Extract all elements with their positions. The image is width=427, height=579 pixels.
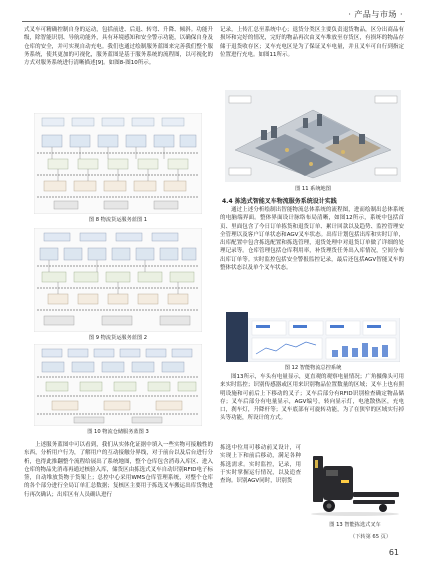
figure-13 xyxy=(305,446,405,518)
figure-9-caption: 图 9 物流货运服务蓝图 2 xyxy=(88,335,148,341)
figure-8 xyxy=(34,113,202,214)
figure-12 xyxy=(226,312,400,362)
right-text-4: 拣选中位用可移动前叉设计，可实现上下和前后移动，满足各种拣选需求。实时监控，记录，用于实时掌握运行情况，以及追查查询。识别AGV同时，识别货 xyxy=(220,445,301,485)
right-paragraph-2 xyxy=(220,206,404,314)
header-rule xyxy=(22,21,405,22)
left-text-2: 上述服务蓝图中可以看到，我们从实体化证据中填入一些实物可接触性的东西，分析用户行为，了解用户的互动接触分界线，对于前台以及后台进行分析，也得此推翻整个流程给展出了系统地图，整个仓库包含消毒入库区、进入仓库的物品先消毒再通过核验入库，储货区由拣选式叉车自动识别RFID电子标签，自动堆放货物于货架上；总控中心采用WMS仓库管理系统，对整个仓库的各个部分进行全局订单汇总数据；复核区主要用于拣选叉车搬运出库货物进行再次确认；出库区有人员确认进行 xyxy=(24,442,213,498)
service-blueprint-3-image xyxy=(34,344,202,426)
right-text-2: 通过上述分析绘制出智能物流总体系统的流程图，进而绘制出总体系统的电脑端界面。整体界面设计脉络布局清晰，如图12所示，系统中包括首页、里面包含了今日订单拣货和退货订单、累计回款以及趋势、监控管理安全管理以及客户订单状态和AGV叉车状态。出库计划包括出库和实时订单，出库配置中包含拣选配置和拣选管理，退货处理中对退货订单做了详细的处理记录等。仓库管理包括仓库利用率，补货理货任务出入库情况，空间分布出库订单等。实时监控包括安全警报监控记录，最后还包括AGV智能叉车的整体状态以及单个叉车状态。 xyxy=(220,207,404,272)
figure-10 xyxy=(34,344,202,426)
figure-12-caption: 图 12 智能物流总控系统 xyxy=(284,365,342,371)
control-system-screenshot xyxy=(226,312,400,362)
figure-11-caption: 图 11 系统地图 xyxy=(295,186,331,192)
right-paragraph-1 xyxy=(220,26,404,86)
figure-10-caption: 图 10 物流仓储服务蓝图 3 xyxy=(87,429,149,435)
figure-11 xyxy=(225,90,401,182)
service-blueprint-2-image xyxy=(34,228,202,332)
figure-8-caption: 图 8 物流货运服务蓝图 1 xyxy=(88,217,148,223)
right-paragraph-3 xyxy=(220,373,404,443)
section-heading: 4.4 拣选式智能叉车物流服务系统设计实践 xyxy=(222,198,337,205)
right-text-1: 记录，上传汇总至系统中心；退货分类区主要负责退货物品，区分出商品有损坏和完好的情况，完好的物品再次由叉车堆放至存货区，有损坏的物品存储于退货收存区；叉车充电区是为了保证叉车电量，并且叉车可自行到指定位置进行充电。如图11所示。 xyxy=(220,27,404,58)
continued-note: （下转第 65 页） xyxy=(350,534,392,540)
figure-9 xyxy=(34,228,202,332)
left-text-1: 式叉车可精确控制自身的运动，包括前进、后退、转弯、升降、倾斜。功能升级，除智能识别、导航功能外，具有环境感知和安全警示功能，以确保自身及仓库的安全，并可实现自动充电。我们也通过绘制服务蓝图来完善我们整个服务系统，使其更加的可视化，服务蓝图是基于服务系统的流程图，以可视化的方式对服务系统进行清晰描述[9]。如图8-图10所示。 xyxy=(24,27,213,67)
running-header: · 产品与市场 · xyxy=(348,10,403,19)
service-blueprint-1-image xyxy=(34,113,202,214)
figure-13-caption: 图 13 智能拣选式叉车 xyxy=(329,522,381,528)
smart-forklift-image xyxy=(305,446,405,518)
left-paragraph-1 xyxy=(24,26,213,111)
right-text-3: 图13所示，车头有电量显示，更直观的观察电量情况；广角摄像头可用来实时监控；识别传感器或区用来识别物品位置数量的区域；叉车上也有照明设施和可前后上下移动的叉子；叉车后部分有RFID识别检查确定物品储存；叉车后部分有电量显示，AGV编号，转向显示灯，电池散热区，充电口，刹车灯，升降杆等；叉车底部有可旋转功能，为了在狭窄的区域实行掉头等功能，所设计的方式。 xyxy=(220,374,404,422)
system-map-image xyxy=(225,90,401,182)
right-paragraph-4 xyxy=(220,444,301,532)
left-paragraph-2 xyxy=(24,441,213,571)
page-number: 61 xyxy=(388,548,399,557)
